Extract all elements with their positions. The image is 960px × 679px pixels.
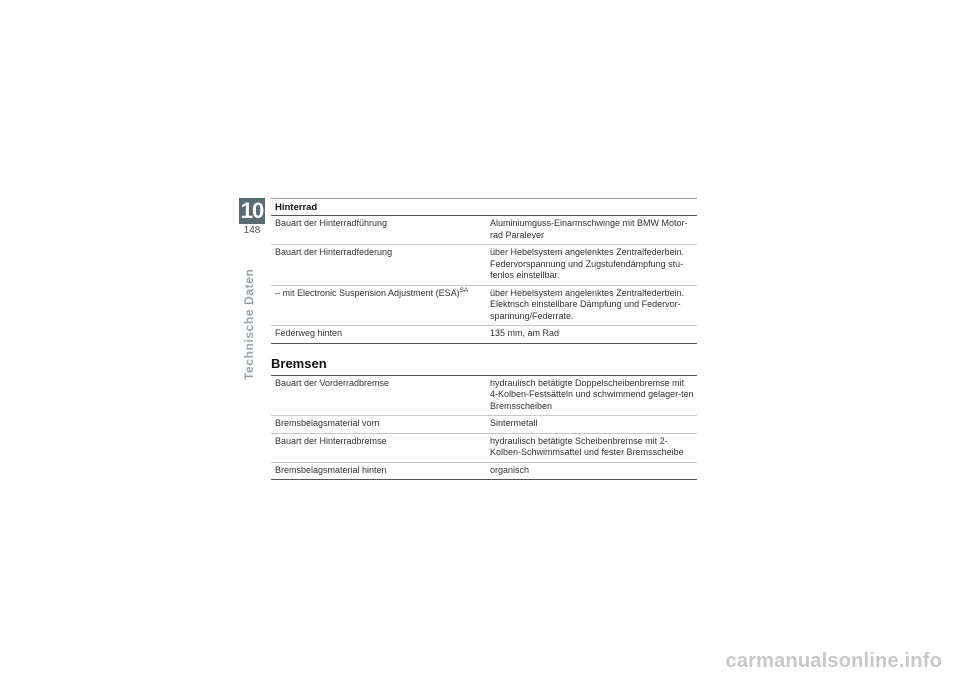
table-row [271,285,697,326]
spec-value: hydraulisch betätigte Doppelscheibenbremse mit 4-Kolben-Festsätteln und schwimmend gelager-ten Bremsscheiben [490,377,694,411]
chapter-title: Technische Daten [242,268,256,380]
spec-label: Bremsbelagsmaterial hinten [275,464,387,475]
table-row [271,326,697,344]
chapter-tab [239,198,265,236]
page-number: 148 [243,225,261,236]
table-row [271,462,697,480]
hinterrad-table [271,215,697,344]
chapter-number: 10 [240,198,264,223]
spec-value: Sintermetall [490,418,538,428]
spec-value: Aluminiumguss-Einarmschwinge mit BMW Motor-rad Paralever [490,218,688,240]
table-row [271,433,697,462]
bremsen-table [271,375,697,481]
table-row [271,245,697,286]
spec-label: Bauart der Hinterradbremse [275,435,387,446]
spec-label: Bremsbelagsmaterial vorn [275,418,380,428]
spec-value: über Hebelsystem angelenktes Zentralfederbein. Federvorspannung und Zugstufendämpfung stu-fenlos einstellbar. [490,247,685,280]
watermark: carmanualsonline.info [725,650,942,672]
table-row [271,216,697,245]
table-row [271,375,697,416]
section-heading-hinterrad: Hinterrad [275,202,318,213]
spec-label: Bauart der Hinterradfederung [275,247,393,257]
spec-value: hydraulisch betätigte Scheibenbremse mit 2-Kolben-Schwimmsattel und fester Bremsscheibe [490,435,684,457]
spec-value: über Hebelsystem angelenktes Zentralfederbein. Elektrisch einstellbare Dämpfung und Federvor-spannung/Federrate. [490,287,685,321]
spec-label: Bauart der Vorderradbremse [275,377,390,388]
spec-label-esa [271,285,486,326]
spec-value: 135 mm, am Rad [490,328,560,338]
sa-superscript: SA [459,286,469,294]
spec-label: Bauart der Hinterradführung [275,218,388,228]
spec-label-text: – mit Electronic Suspension Adjustment (ESA) [275,287,460,298]
table-row [271,416,697,434]
spec-content [271,198,697,480]
spec-label: Federweg hinten [275,328,343,338]
section-heading-bremsen: Bremsen [271,355,327,371]
spec-value: organisch [490,464,530,475]
